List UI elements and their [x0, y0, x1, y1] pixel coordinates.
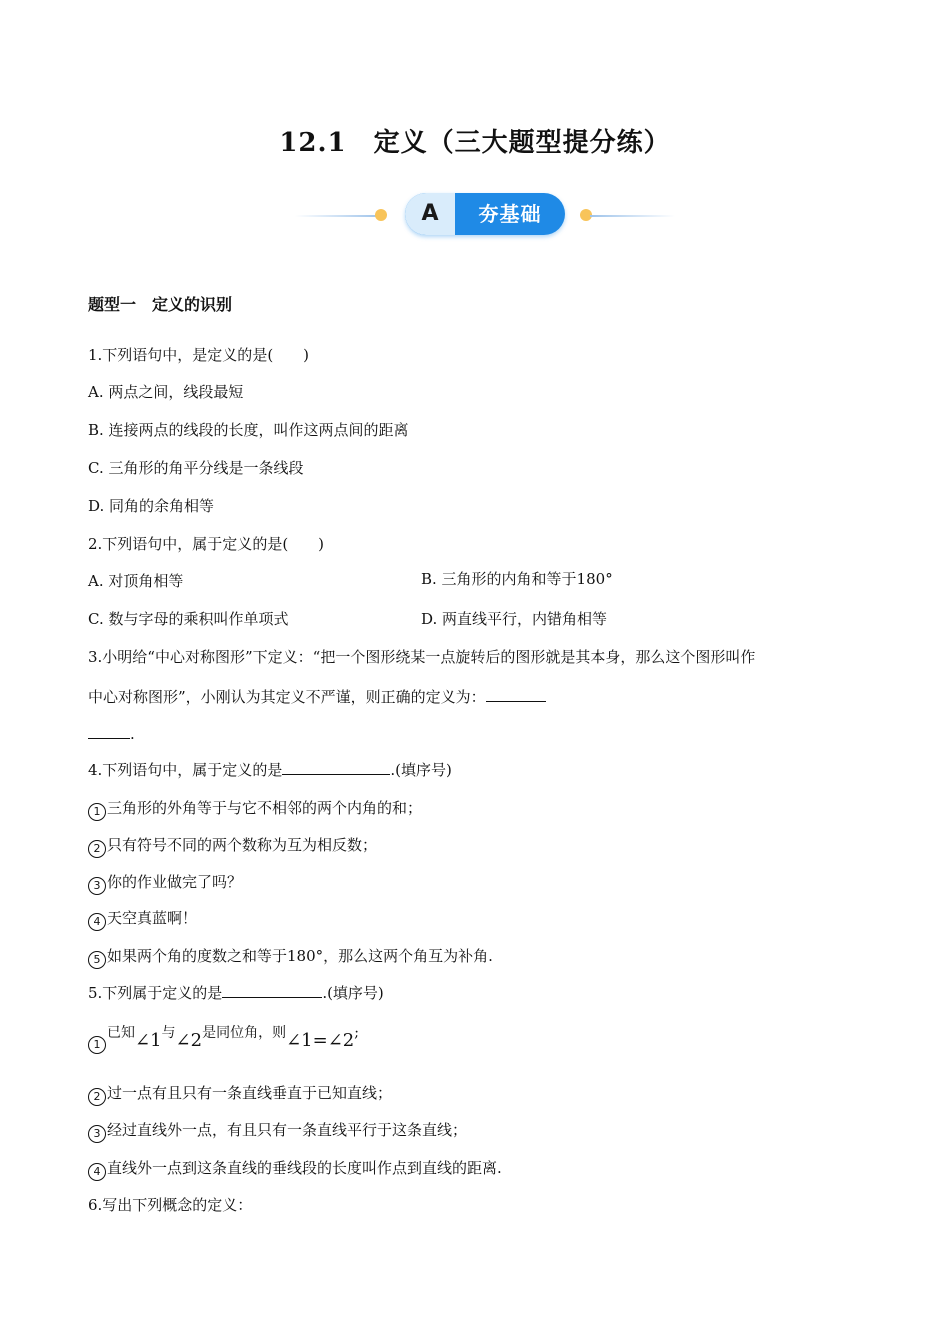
level-banner [295, 190, 675, 238]
q5-item-1-text-a: 已知 [107, 1025, 135, 1041]
q5-answer-blank[interactable] [222, 983, 322, 998]
q4-item-1-number: 1 [88, 803, 106, 821]
q5-item-4-text: 直线外一点到这条直线的垂线段的长度叫作点到直线的距离. [107, 1159, 502, 1177]
q2-option-d: D. 两直线平行，内错角相等 [421, 610, 608, 628]
q5-item-1 [88, 1025, 359, 1054]
q1-option-b: B. 连接两点的线段的长度，叫作这两点间的距离 [88, 421, 409, 439]
q3-answer-blank[interactable] [486, 687, 546, 702]
q5-item-2 [88, 1082, 392, 1106]
q4-item-3-number: 3 [88, 877, 106, 895]
level-label: 夯基础 [478, 202, 542, 226]
q5-stem-text: 5.下列属于定义的是 [88, 984, 223, 1002]
q4-item-5-text: 如果两个角的度数之和等于180°，那么这两个角互为补角. [107, 947, 493, 965]
q2-option-c: C. 数与字母的乘积叫作单项式 [88, 610, 289, 628]
q4-item-4-number: 4 [88, 913, 106, 931]
q5-item-3-text: 经过直线外一点，有且只有一条直线平行于这条直线； [107, 1121, 468, 1139]
q4-item-2-text: 只有符号不同的两个数称为互为相反数； [107, 836, 378, 854]
q2-stem: 2.下列语句中，属于定义的是( ) [88, 535, 325, 553]
q5-item-2-text: 过一点有且只有一条直线垂直于已知直线； [107, 1084, 393, 1102]
q5-item-4 [88, 1157, 502, 1181]
q4-stem-text: 4.下列语句中，属于定义的是 [88, 761, 283, 779]
banner-dot-left [375, 209, 387, 221]
q2-option-b: B. 三角形的内角和等于180° [421, 570, 613, 588]
q5-item-1-angle-1: ∠1 [135, 1030, 162, 1051]
level-letter: A [405, 193, 455, 235]
q3-line-2-text: 中心对称图形”，小刚认为其定义不严谨，则正确的定义为： [88, 688, 486, 706]
q4-item-4 [88, 907, 197, 931]
q4-item-1-text: 三角形的外角等于与它不相邻的两个内角的和； [107, 799, 423, 817]
q4-item-3-text: 你的作业做完了吗？ [107, 873, 243, 891]
q5-item-3-number: 3 [88, 1125, 106, 1143]
q4-item-2-number: 2 [88, 840, 106, 858]
q5-item-3 [88, 1119, 467, 1143]
q5-stem-tail: .(填序号) [322, 984, 384, 1002]
level-badge [405, 193, 565, 235]
q4-item-1 [88, 797, 422, 821]
page-title: 12.1 定义（三大题型提分练） [279, 128, 671, 158]
q4-stem-tail: .(填序号) [390, 761, 452, 779]
q5-stem [88, 982, 384, 1003]
q3-answer-blank-cont[interactable] [88, 724, 130, 739]
q5-item-1-text-b: 与 [161, 1025, 176, 1041]
banner-line-left [295, 215, 380, 217]
q3-line-3-end: . [130, 725, 135, 743]
section-heading: 题型一 定义的识别 [88, 295, 233, 314]
q1-stem: 1.下列语句中，是定义的是( ) [88, 346, 310, 364]
q4-item-5-number: 5 [88, 951, 106, 969]
q3-line-3 [88, 724, 135, 743]
q4-item-4-text: 天空真蓝啊！ [107, 909, 198, 927]
q1-option-a: A. 两点之间，线段最短 [88, 383, 244, 401]
q3-line-2 [88, 686, 546, 707]
q1-option-c: C. 三角形的角平分线是一条线段 [88, 459, 304, 477]
q4-item-3 [88, 871, 242, 895]
q5-item-1-equation: ∠1=∠2 [286, 1030, 355, 1051]
q5-item-1-text-c: 是同位角，则 [202, 1025, 287, 1041]
q5-item-2-number: 2 [88, 1088, 106, 1106]
q1-option-d: D. 同角的余角相等 [88, 497, 215, 515]
q2-option-a: A. 对顶角相等 [88, 572, 184, 590]
q4-item-2 [88, 834, 377, 858]
q4-item-5 [88, 945, 493, 969]
q3-line-1: 3.小明给“中心对称图形”下定义：“把一个图形绕某一点旋转后的图形就是其本身，那么这个图形叫作 [88, 648, 756, 666]
banner-line-right [590, 215, 675, 217]
q5-item-1-text-d: ; [354, 1025, 359, 1041]
q4-stem [88, 759, 452, 780]
q4-answer-blank[interactable] [282, 760, 390, 775]
q6-stem: 6.写出下列概念的定义： [88, 1196, 253, 1214]
q5-item-4-number: 4 [88, 1163, 106, 1181]
q5-item-1-angle-2: ∠2 [175, 1030, 203, 1051]
q5-item-1-number: 1 [88, 1036, 106, 1054]
